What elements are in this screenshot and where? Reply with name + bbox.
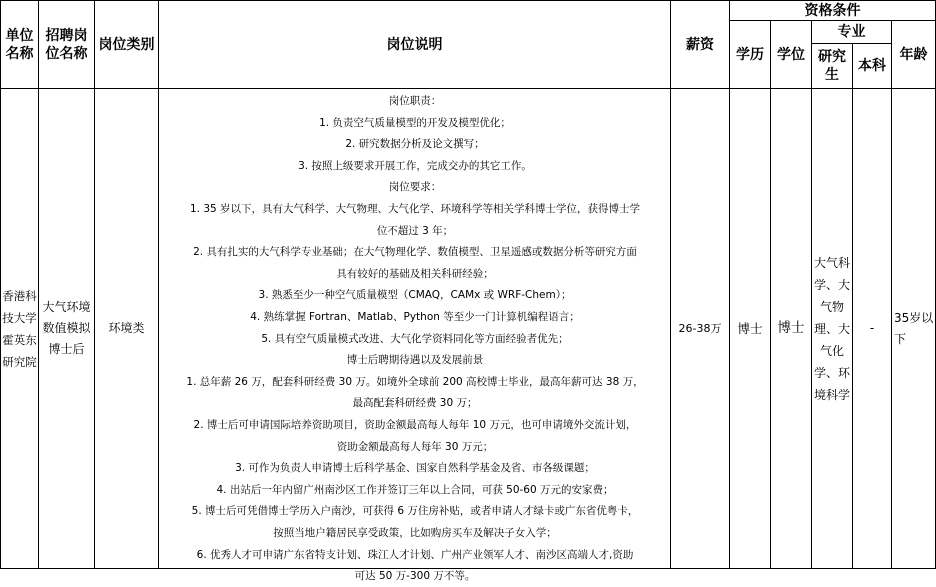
undergrad-major-text: - xyxy=(869,321,875,335)
description-line: 2. 博士后可申请国际培养资助项目，资助金额最高每人每年 10 万元，也可申请境外交流计划， xyxy=(193,419,637,431)
unit-name-line3: 霍英东 xyxy=(2,332,37,347)
description-line: 具有较好的基础及相关科研经验； xyxy=(336,267,494,280)
header-degree xyxy=(771,21,811,88)
description-line: 岗位职责： xyxy=(388,95,442,107)
header-graduate-line1: 研究 xyxy=(818,49,846,65)
header-age xyxy=(892,21,935,88)
education-text: 博士 xyxy=(737,321,763,336)
description-line: 岗位要求： xyxy=(388,181,442,194)
graduate-major-line5: 气化 xyxy=(819,343,844,358)
description-line: 5. 博士后可凭借博士学历入户南沙，可获得 6 万住房补贴，或者申请人才绿卡或广东省优粤卡， xyxy=(191,505,639,518)
description-line: 5. 具有空气质量模式改进、大气化学资料同化等方面经验者优先； xyxy=(261,332,569,345)
category-cell xyxy=(95,89,158,568)
description-line: 4. 熟练掌握 Fortran、Matlab、Python 等至少一门计算机编程语言； xyxy=(250,311,580,323)
header-graduate xyxy=(812,44,852,88)
degree-cell xyxy=(771,89,811,568)
education-cell xyxy=(730,89,770,568)
description-line: 3. 可作为负责人申请博士后科学基金、国家自然科学基金及省、市各级课题； xyxy=(235,462,595,475)
header-position-name-line1: 招聘岗 xyxy=(45,27,88,44)
category-text: 环境类 xyxy=(108,321,145,335)
header-undergrad xyxy=(853,44,891,88)
header-unit-name xyxy=(1,1,38,88)
description-line: 博士后聘期待遇以及发展前景 xyxy=(346,354,484,367)
header-age-text: 年龄 xyxy=(899,46,928,63)
header-qualifications-text: 资格条件 xyxy=(804,2,861,19)
age-line1: 35岁以 xyxy=(894,310,934,325)
header-salary-text: 薪资 xyxy=(686,36,714,53)
header-position-name xyxy=(39,1,94,88)
header-education-text: 学历 xyxy=(736,46,764,63)
degree-text: 博士 xyxy=(777,320,805,336)
position-name-line2: 数值模拟 xyxy=(42,321,91,335)
unit-name-cell xyxy=(1,89,38,568)
position-name-line1: 大气环境 xyxy=(42,300,91,314)
unit-name-line2: 技大学 xyxy=(2,310,37,325)
header-category xyxy=(95,1,158,88)
description-line: 可达 50 万-300 万不等。 xyxy=(354,570,476,583)
description-line: 按照当地户籍居民享受政策，比如购房买车及解决子女入学； xyxy=(273,527,557,539)
header-salary xyxy=(671,1,729,88)
graduate-major-line1: 大气科 xyxy=(813,255,850,270)
graduate-major-line4: 理、大 xyxy=(813,321,850,336)
header-description-text: 岗位说明 xyxy=(386,36,443,53)
header-major-text: 专业 xyxy=(837,24,866,40)
age-cell xyxy=(892,89,935,568)
description-line: 资助金额最高每人每年 30 万元； xyxy=(336,440,494,453)
description-line: 1. 负责空气质量模型的开发及模型优化； xyxy=(319,116,511,129)
description-line: 6. 优秀人才可申请广东省特支计划、珠江人才计划、广州产业领军人才、南沙区高端人才,资助 xyxy=(196,548,634,561)
header-graduate-line2: 生 xyxy=(825,67,839,83)
header-unit-name-line1: 单位 xyxy=(5,27,34,44)
description-line: 位不超过 3 年； xyxy=(376,224,454,237)
header-unit-name-line2: 名称 xyxy=(5,45,34,62)
unit-name-line1: 香港科 xyxy=(2,288,37,303)
unit-name-line4: 研究院 xyxy=(2,354,37,369)
description-line: 最高配套科研经费 30 万； xyxy=(352,397,478,410)
description-line: 3. 按照上级要求开展工作，完成交办的其它工作。 xyxy=(298,159,532,172)
salary-cell xyxy=(671,89,729,568)
graduate-major-line2: 学、大 xyxy=(813,277,850,292)
description-line: 4. 出站后一年内留广州南沙区工作并签订三年以上合同，可获 50-60 万元的安家费； xyxy=(216,483,614,496)
age-line2: 下 xyxy=(894,331,907,346)
description-line: 3. 熟悉至少一种空气质量模型（CMAQ，CAMx 或 WRF-Chem）； xyxy=(258,289,572,302)
header-undergrad-text: 本科 xyxy=(858,58,886,74)
header-major xyxy=(812,21,891,43)
graduate-major-line7: 境科学 xyxy=(813,387,850,402)
header-position-name-line2: 位名称 xyxy=(45,45,88,62)
header-description xyxy=(159,1,670,88)
header-degree-text: 学位 xyxy=(777,46,805,63)
position-name-cell xyxy=(39,89,94,568)
description-line: 2. 研究数据分析及论文撰写； xyxy=(345,138,485,151)
header-qualifications xyxy=(730,1,935,20)
header-education xyxy=(730,21,770,88)
graduate-major-line3: 气物 xyxy=(819,299,844,314)
graduate-major-line6: 学、环 xyxy=(813,365,850,380)
undergrad-major-cell xyxy=(853,89,891,568)
graduate-major-cell xyxy=(812,89,852,568)
description-line: 2. 具有扎实的大气科学专业基础；在大气物理化学、数值模型、卫星遥感或数据分析等研究方面 xyxy=(193,246,637,259)
description-line: 1. 总年薪 26 万，配套科研经费 30 万。如境外全球前 200 高校博士毕业，最高年薪可达 38 万， xyxy=(186,375,644,388)
description-line: 1. 35 岁以下，具有大气科学、大气物理、大气化学、环境科学等相关学科博士学位，获得博士学 xyxy=(189,203,641,215)
header-category-text: 岗位类别 xyxy=(98,36,155,53)
salary-text: 26-38万 xyxy=(678,322,722,335)
position-name-line3: 博士后 xyxy=(48,342,85,356)
